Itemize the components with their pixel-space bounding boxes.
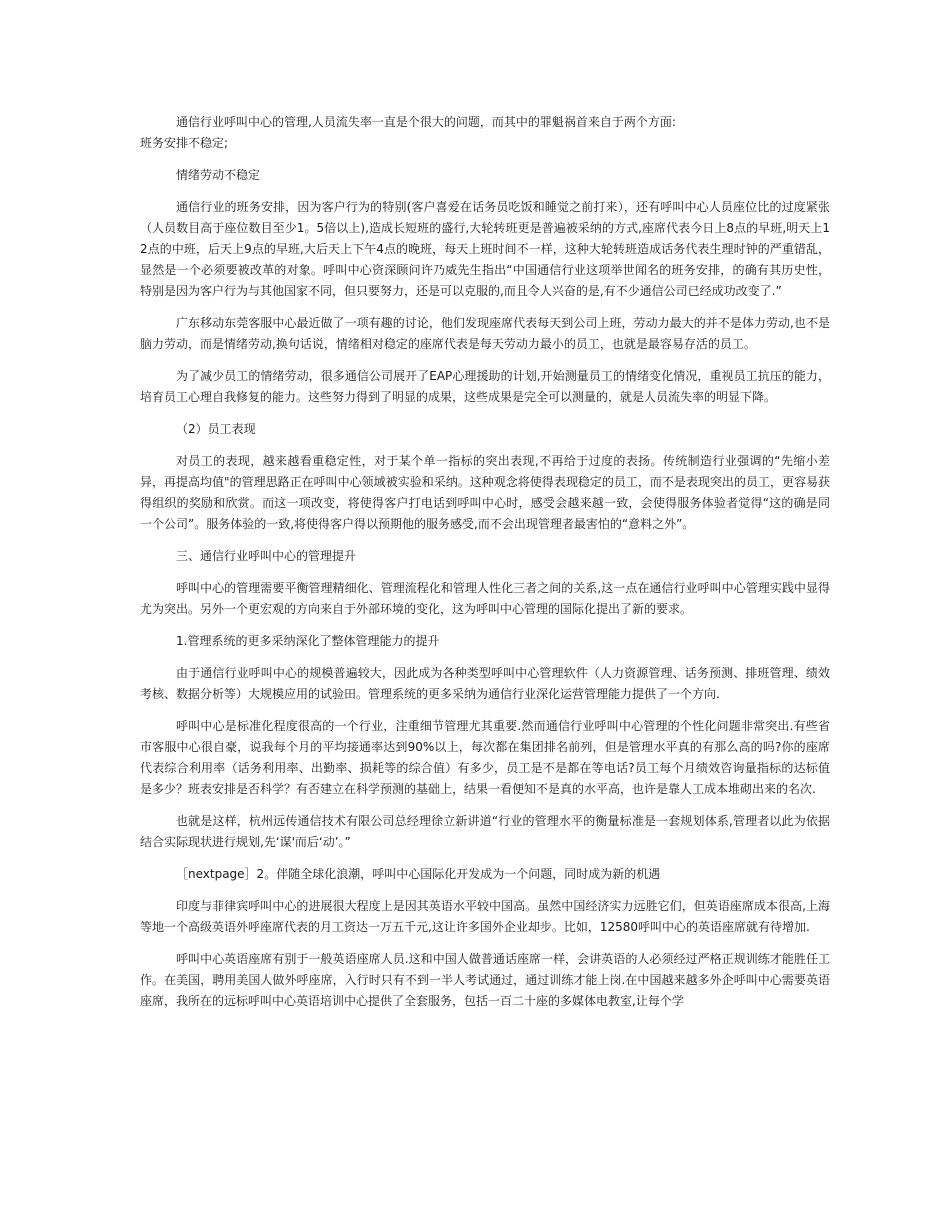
heading-globalization: ［nextpage］2。伴随全球化浪潮，呼叫中心国际化开发成为一个问题，同时成为新的机遇 bbox=[176, 867, 661, 881]
document-body bbox=[140, 112, 830, 1012]
paragraph-english-seats: 呼叫中心英语座席有别于一般英语座席人员.这和中国人做普通话座席一样，会讲英语的人必须经过严格正规训练才能胜任工作。在美国，聘用美国人做外呼座席，入行时只有不到一半人考试通过，通过训练才能上岗.在中国越来越多外企呼叫中心需要英语座席，我所在的远标呼叫中心英语培训中心提供了全套服务，包括一百二十座的多媒体电教室,让每个学 bbox=[140, 952, 830, 1008]
paragraph-software-testbed: 由于通信行业呼叫中心的规模普遍较大，因此成为各种类型呼叫中心管理软件（人力资源管理、话务预测、排班管理、绩效考核、数据分析等）大规模应用的试验田。管理系统的更多采纳为通信行业深化运营管理能力提供了一个方向. bbox=[140, 666, 830, 701]
paragraph-guangdong-mobile: 广东移动东莞客服中心最近做了一项有趣的讨论，他们发现座席代表每天到公司上班，劳动力最大的并不是体力劳动,也不是脑力劳动，而是情绪劳动,换句话说，情绪相对稳定的座席代表是每天劳动力最小的员工，也就是最容易存活的员工。 bbox=[140, 316, 830, 351]
paragraph-shift-unstable: 班务安排不稳定; bbox=[140, 136, 229, 150]
paragraph-management-balance: 呼叫中心的管理需要平衡管理精细化、管理流程化和管理人性化三者之间的关系,这一点在通信行业呼叫中心管理实践中显得尤为突出。另外一个更宏观的方向来自于外部环境的变化，这为呼叫中心管理的国际化提出了新的要求。 bbox=[140, 581, 830, 616]
paragraph-shift-arrangement: 通信行业的班务安排，因为客户行为的特别(客户喜爱在话务员吃饭和睡觉之前打来），还有呼叫中心人员座位比的过度紧张（人员数目高于座位数目至少1。5倍以上),造成长短班的盛行,大轮转班更是普遍被采纳的方式,座席代表今日上8点的早班,明天上12点的中班，后天上9点的早班,大后天上下午4点的晚班，每天上班时间不一样，这种大轮转班造成话务代表生理时钟的严重错乱，显然是一个必须要被改革的对象。呼叫中心资深顾问许乃威先生指出“中国通信行业这项举世闻名的班务安排，的确有其历史性，特别是因为客户行为与其他国家不同，但只要努力，还是可以克服的,而且令人兴奋的是,有不少通信公司已经成功改变了.” bbox=[140, 200, 830, 298]
heading-management-improvement: 三、通信行业呼叫中心的管理提升 bbox=[176, 549, 357, 563]
paragraph-eap: 为了减少员工的情绪劳动，很多通信公司展开了EAP心理援助的计划,开始测量员工的情绪变化情况，重视员工抗压的能力，培育员工心理自我修复的能力。这些努力得到了明显的成果，这些成果是完全可以测量的，就是人员流失率的明显下降。 bbox=[140, 369, 830, 404]
paragraph-performance-stability: 对员工的表现，越来越看重稳定性，对于某个单一指标的突出表现,不再给于过度的表扬。传统制造行业强调的“先缩小差异，再提高均值"的管理思路正在呼叫中心领域被实验和采纳。这种观念将使得表现稳定的员工，而不是表现突出的员工，更容易获得组织的奖励和欣赏。而这一项改变，将使得客户打电话到呼叫中心时，感受会越来越一致，会使得服务体验者觉得“这的确是同一个公司”。服务体验的一致,将使得客户得以预期他的服务感受,而不会出现管理者最害怕的“意料之外”。 bbox=[140, 454, 830, 531]
paragraph-emotion-unstable: 情绪劳动不稳定 bbox=[176, 168, 261, 182]
paragraph-standardization: 呼叫中心是标准化程度很高的一个行业，注重细节管理尤其重要.然而通信行业呼叫中心管理的个性化问题非常突出.有些省市客服中心很自豪，说我每个月的平均接通率达到90%以上，每次都在集团排名前列，但是管理水平真的有那么高的吗?你的座席代表综合利用率（话务利用率、出勤率、损耗等的综合值）有多少，员工是不是都在等电话?员工每个月绩效咨询量指标的达标值是多少？班表安排是否科学？有否建立在科学预测的基础上，结果一看便知不是真的水平高，也许是靠人工成本堆砌出来的名次. bbox=[140, 719, 830, 796]
heading-management-systems: 1.管理系统的更多采纳深化了整体管理能力的提升 bbox=[176, 634, 440, 648]
paragraph-planning-system: 也就是这样，杭州远传通信技术有限公司总经理徐立新讲道“行业的管理水平的衡量标准是一套规划体系,管理者以此为依据结合实际现状进行规划,先‘谋'而后‘动’。” bbox=[140, 814, 830, 849]
paragraph-india-philippines: 印度与菲律宾呼叫中心的进展很大程度上是因其英语水平较中国高。虽然中国经济实力远胜它们，但英语座席成本很高,上海等地一个高级英语外呼座席代表的月工资达一万五千元,这让许多国外企业却步。比如，12580呼叫中心的英语座席就有待增加. bbox=[140, 899, 830, 934]
paragraph-intro: 通信行业呼叫中心的管理,人员流失率一直是个很大的问题，而其中的罪魁祸首来自于两个方面: bbox=[176, 115, 676, 129]
heading-employee-performance: （2）员工表现 bbox=[176, 422, 256, 436]
